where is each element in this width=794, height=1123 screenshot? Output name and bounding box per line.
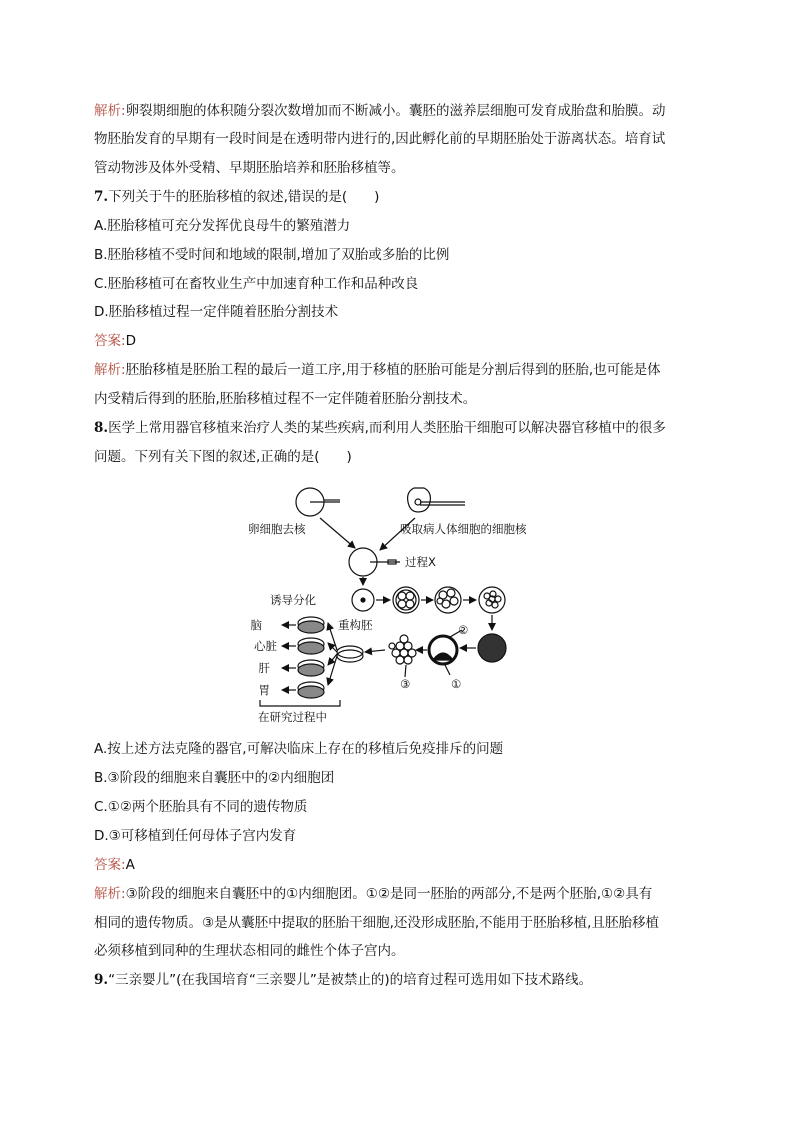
q8-stem-line-2: 问题。下列有关下图的叙述,正确的是( ) [94, 449, 352, 465]
q6-analysis-line-1: 解析:卵裂期细胞的体积随分裂次数增加而不断减小。囊胚的滋养层细胞可发育成胎盘和胎膜。动 [94, 103, 666, 119]
organ-dish-heart [298, 638, 324, 654]
label-induce: 诱导分化 [270, 593, 316, 607]
q8-option-d: D.③可移植到任何母体子宫内发育 [94, 828, 297, 844]
q8-stem-line-1: 8.医学上常用器官移植来治疗人类的某些疾病,而利用人类胚胎干细胞可以解决器官移植中的很多 [94, 420, 666, 436]
organ-label-brain: 脑 [250, 618, 262, 632]
label-process-x: 过程X [405, 555, 436, 569]
four-cell-embryo [393, 587, 419, 613]
embryonic-stem-cells [389, 635, 416, 664]
organ-label-stomach: 胃 [258, 683, 270, 697]
q7-option-c: C.胚胎移植可在畜牧业生产中加速育种工作和品种改良 [94, 276, 419, 292]
marker-2: ② [458, 623, 469, 637]
marker-1: ① [451, 677, 462, 691]
q8-analysis-line-3: 必须移植到同种的生理状态相同的雌性个体子宫内。 [94, 943, 405, 959]
question-number: 7. [94, 189, 109, 205]
q6-analysis-line-3: 管动物涉及体外受精、早期胚胎培养和胚胎移植等。 [94, 160, 405, 176]
q8-analysis-line-2: 相同的遗传物质。③是从囊胚中提取的胚胎干细胞,还没形成胚胎,不能用于胚胎移植,且胚胎移植 [94, 915, 659, 931]
organ-dish-stomach [298, 682, 324, 698]
q7-analysis-line-1: 解析:胚胎移植是胚胎工程的最后一道工序,用于移植的胚胎可能是分割后得到的胚胎,也可能是体 [94, 362, 661, 378]
q8-option-a: A.按上述方法克隆的器官,可解决临床上存在的移植后免疫排斥的问题 [94, 741, 504, 757]
organ-label-heart: 心脏 [254, 639, 277, 653]
q9-stem: 9.“三亲婴儿”(在我国培育“三亲婴儿”是被禁止的)的培育过程可选用如下技术路线。 [94, 972, 593, 988]
q8-option-c: C.①②两个胚胎具有不同的遗传物质 [94, 799, 308, 815]
q8-option-b: B.③阶段的细胞来自囊胚中的②内细胞团 [94, 770, 335, 786]
label-reconstructed: 重构胚 [338, 618, 373, 632]
analysis-label: 解析: [94, 103, 126, 119]
q7-option-b: B.胚胎移植不受时间和地域的限制,增加了双胎或多胎的比例 [94, 247, 450, 263]
marker-3: ③ [400, 677, 411, 691]
label-nucleus: 吸取病人体细胞的细胞核 [400, 522, 527, 536]
q7-option-d: D.胚胎移植过程一定伴随着胚胎分割技术 [94, 304, 339, 320]
label-research: 在研究过程中 [258, 710, 327, 724]
q7-answer: 答案:D [94, 333, 136, 349]
label-enucleation: 卵细胞去核 [248, 522, 306, 536]
q8-analysis-line-1: 解析:③阶段的细胞来自囊胚中的①内细胞团。①②是同一胚胎的两部分,不是两个胚胎,①②具有 [94, 886, 653, 902]
q7-option-a: A.胚胎移植可充分发挥优良母牛的繁殖潜力 [94, 218, 351, 234]
q7-stem: 7.下列关于牛的胚胎移植的叙述,错误的是( ) [94, 189, 380, 205]
q7-analysis-line-2: 内受精后得到的胚胎,胚胎移植过程不一定伴随着胚胎分割技术。 [94, 391, 477, 407]
organ-dish-liver [298, 660, 324, 676]
q8-answer: 答案:A [94, 857, 135, 873]
organ-label-liver: 肝 [258, 661, 270, 675]
q6-analysis-line-2: 物胚胎发育的早期有一段时间是在透明带内进行的,因此孵化前的早期胚胎处于游离状态。培育试 [94, 131, 666, 147]
compact-morula [478, 634, 506, 662]
somatic-cell [408, 488, 431, 512]
cloning-diagram [240, 480, 540, 730]
organ-dish-brain [298, 617, 324, 633]
